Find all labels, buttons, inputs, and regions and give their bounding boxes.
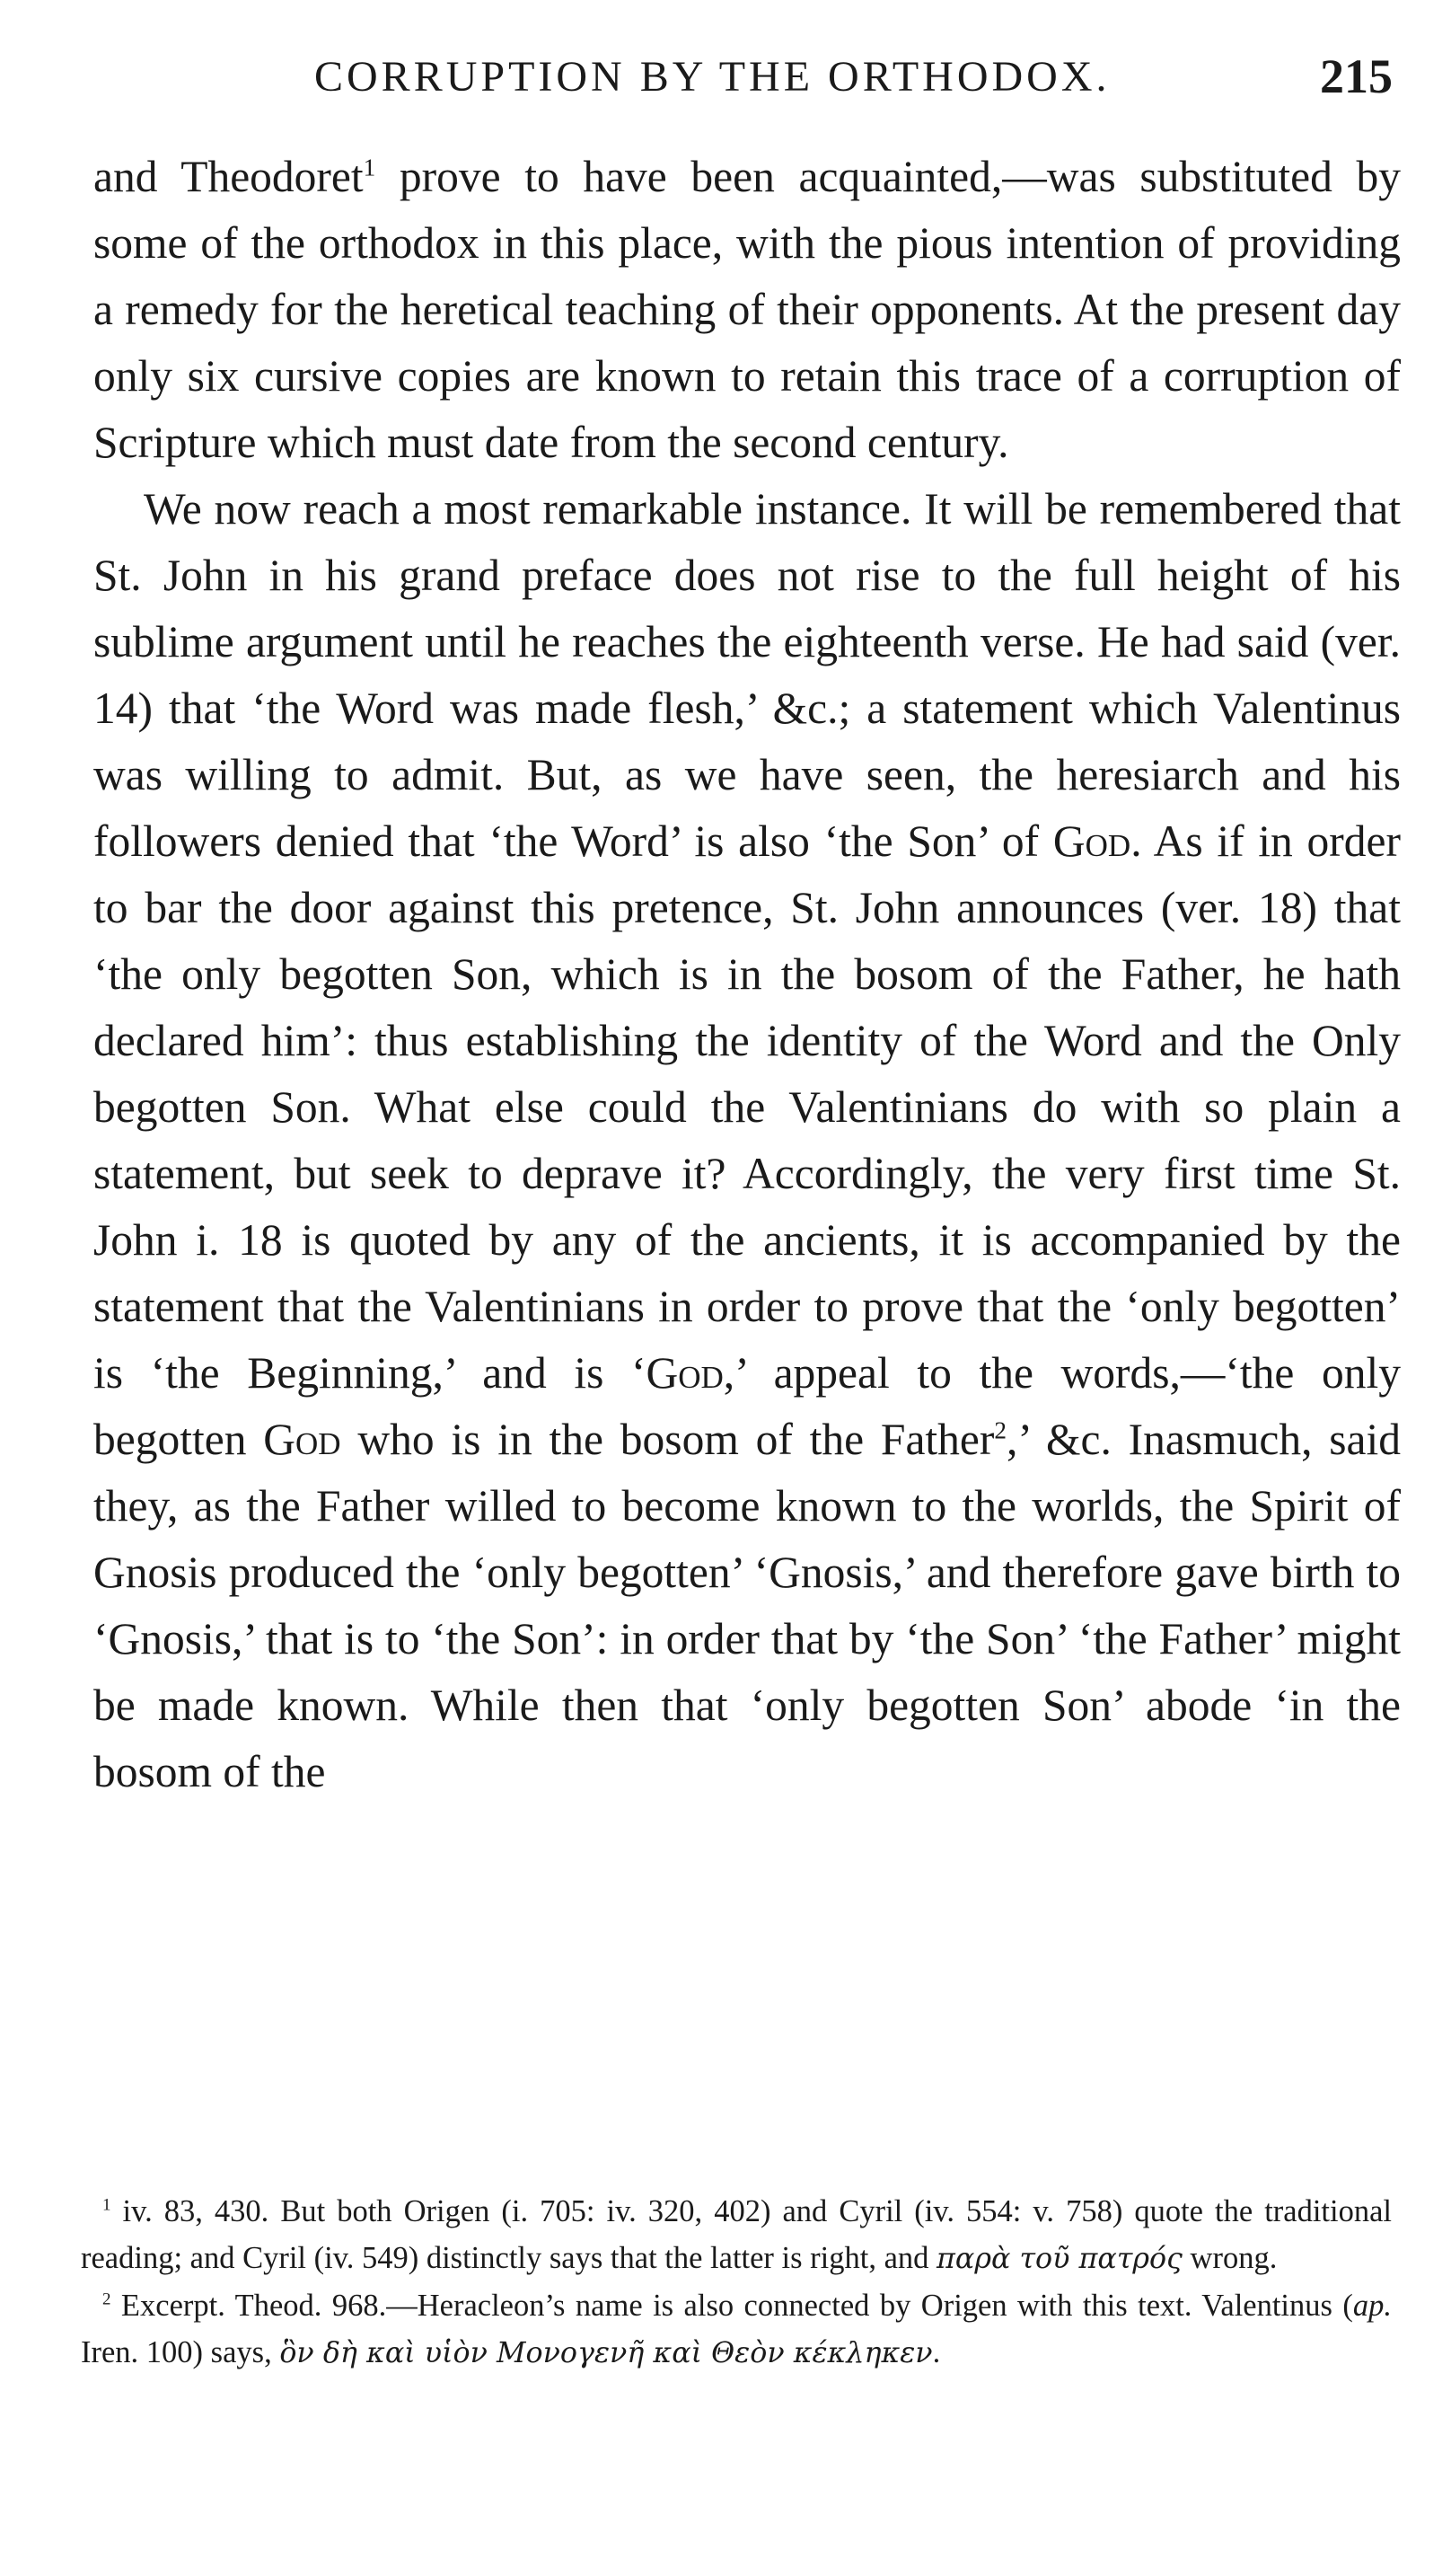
- footnote-text: wrong.: [1182, 2241, 1278, 2275]
- footnote-ref-1: 1: [363, 154, 376, 181]
- footnote-text: Iren. 100) says,: [81, 2335, 280, 2369]
- paragraph-2-text-c: ,’ appeal to the words,—‘the only begotten: [93, 1348, 1401, 1464]
- paragraph-2-text-d: who is in the bosom of the Father: [340, 1415, 995, 1464]
- small-caps-god: God: [263, 1415, 341, 1464]
- paragraph-1: [93, 144, 1401, 476]
- greek-text: ὃν δὴ καὶ υἱὸν Μονογενῆ καὶ Θεὸν κέκληκεν: [279, 2337, 933, 2369]
- running-head-title: CORRUPTION BY THE ORTHODOX.: [314, 53, 1111, 101]
- greek-text: παρὰ τοῦ πατρός: [937, 2243, 1183, 2275]
- footnote-marker: 1: [102, 2195, 111, 2215]
- paragraph-1-text-a: and Theodoret: [93, 152, 364, 201]
- paragraph-1-text-b: prove to have been acquainted,—was substituted by some of the orthodox in this place, with the pious intention of providing a remedy for the heretical teaching of their opponents. At the present day only six cursive copies are known to retain this trace of a corruption of Scripture which must date from the second century.: [93, 152, 1401, 467]
- footnote-2: [81, 2282, 1392, 2377]
- paragraph-2-text-e: ,’ &c. Inasmuch, said they, as the Father willed to become known to the worlds, the Spirit of Gnosis produced the ‘only begotten’ ‘Gnosis,’ and therefore gave birth to ‘Gnosis,’ that is to ‘the Son’: in order that by ‘the Son’ ‘the Father’ might be made known. While then that ‘only begotten Son’ abode ‘in the bosom of the: [93, 1415, 1401, 1796]
- footnote-text: .: [932, 2335, 941, 2369]
- footnote-ref-2: 2: [994, 1416, 1007, 1444]
- main-text: [93, 144, 1401, 1805]
- footnote-1: [81, 2188, 1392, 2282]
- footnote-text: iv. 83, 430. But both Origen (i. 705: iv. 320, 402) and Cyril (iv. 554: v. 758) quote the traditional reading; and Cyril (iv. 549) distinctly says that the latter is right, and: [81, 2194, 1392, 2275]
- footnote-text: Excerpt. Theod. 968.—Heracleon’s name is also connected by Origen with this text. Valentinus (: [110, 2289, 1353, 2323]
- paragraph-2: [93, 476, 1401, 1805]
- paragraph-2-text-b: . As if in order to bar the door against this pretence, St. John announces (ver. 18) that ‘the only begotten Son, which is in the bosom of the Father, he hath declared him’: thus establishing the identity of the Word and the Only begotten Son. What else could the Valentinians do with so plain a statement, but seek to deprave it? Accordingly, the very first time St. John i. 18 is quoted by any of the ancients, it is accompanied by the statement that the Valentinians in order to prove that the ‘only begotten’ is ‘the Beginning,’ and is ‘: [93, 816, 1401, 1398]
- page-number: 215: [1320, 49, 1393, 103]
- paragraph-2-text-a: We now reach a most remarkable instance. It will be remembered that St. John in his grand preface does not rise to the full height of his sublime argument until he reaches the eighteenth verse. He had said (ver. 14) that ‘the Word was made flesh,’ &c.; a statement which Valentinus was willing to admit. But, as we have seen, the heresiarch and his followers denied that ‘the Word’ is also ‘the Son’ of: [93, 484, 1401, 866]
- footnote-marker: 2: [102, 2289, 111, 2309]
- footnotes: [81, 2188, 1392, 2377]
- running-head: [90, 43, 1397, 115]
- small-caps-god: God: [646, 1348, 724, 1398]
- italic-text: ap.: [1352, 2289, 1392, 2323]
- small-caps-god: God: [1052, 816, 1131, 866]
